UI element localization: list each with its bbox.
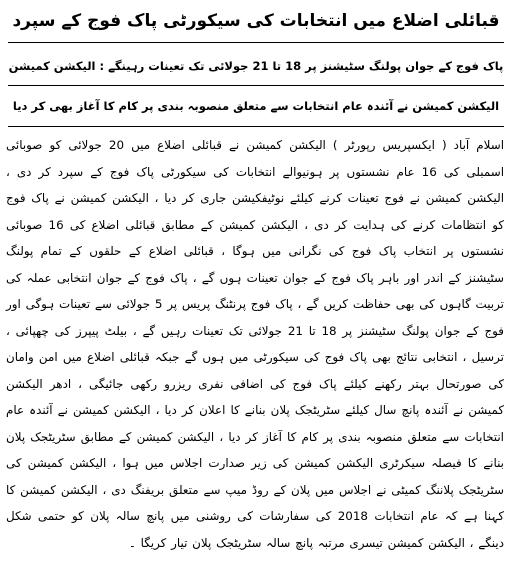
- divider: [8, 85, 504, 86]
- divider: [8, 42, 504, 43]
- article-body: اسلام آباد ( ایکسپریس رپورٹر ) الیکشن کمیشن نے قبائلی اضلاع میں 20 جولائی کو صوبائی اسمبلی کی 16 عام نشستوں پر ہونیوالے انتخابات کی سیکورٹی پاک فوج کے سپرد کر دی ، الیکشن کمیشن نے فوج تعینات کرنے کیلئے نوٹیفکیشن جاری کر دیا ، الیکشن کمیشن نے پاک فوج کو انتظامات کرنے کی ہدایت کر دی ، الیکشن کمیشن کے مطابق قبائلی اضلاع کی 16 صوبائی نشستوں پر انتخاب پاک فوج کی نگرانی میں ہوگا ، قبائلی اضلاع کے حلقوں کے تمام پولنگ سٹیشنز کے اندر اور باہر پاک فوج کے جوان تعینات ہوں گے ، پاک فوج کے جوان انتخابی عملہ کی تربیت گاہوں کی بھی حفاظت کریں گے ، پاک فوج پرنٹنگ پریس پر 5 جولائی سے تعینات ہوگی اور فوج کے جوان پولنگ سٹیشنز پر 18 تا 21 جولائی تک تعینات رہیں گے ، بیلٹ پیپرز کی چھپائی ، ترسیل ، انتخابی نتائج بھی پاک فوج کی سیکورٹی میں ہوں گے جبکہ قبائلی اضلاع میں امن وامان کی صورتحال بہتر رکھنے کیلئے پاک فوج کی اضافی نفری ریزرو رکھی جائیگی ، ادھر الیکشن کمیشن نے آئندہ پانچ سال کیلئے سٹریٹجک پلان بنانے کا اعلان کر دیا ، الیکشن کمیشن نے آئندہ عام انتخابات سے متعلق منصوبہ بندی پر کام کا آغاز کر دیا ، الیکشن کمیشن کے مطابق سٹریٹجک پلان بنانے کا فیصلہ سیکرٹری الیکشن کمیشن کی زیر صدارت اجلاس میں ہوا ، الیکشن کمیشن کی سٹریٹجک پلاننگ کمیٹی نے اجلاس میں پلان کے روڈ میپ سے متعلق بریفنگ دی ، الیکشن کمیشن کا کہنا ہے کہ عام انتخابات 2018 کی سفارشات کی روشنی میں پانچ سالہ پلان کو حتمی شکل دینگے ، الیکشن کمیشن تیسری مرتبہ پانچ سالہ سٹریٹجک پلان تیار کریگا ۔: [6, 138, 505, 550]
- divider: [8, 126, 504, 127]
- headline-third: الیکشن کمیشن نے آئندہ عام انتخابات سے متعلق منصوبہ بندی پر کام کا آغاز بھی کر دیا: [12, 99, 500, 113]
- headline-sub: پاک فوج کے جوان پولنگ سٹیشنز پر 18 تا 21 جولائی تک تعینات رہینگے : الیکشن کمیشن: [8, 59, 504, 73]
- headline-main: قبائلی اضلاع میں انتخابات کی سیکورٹی پاک فوج کے سپرد: [12, 11, 500, 31]
